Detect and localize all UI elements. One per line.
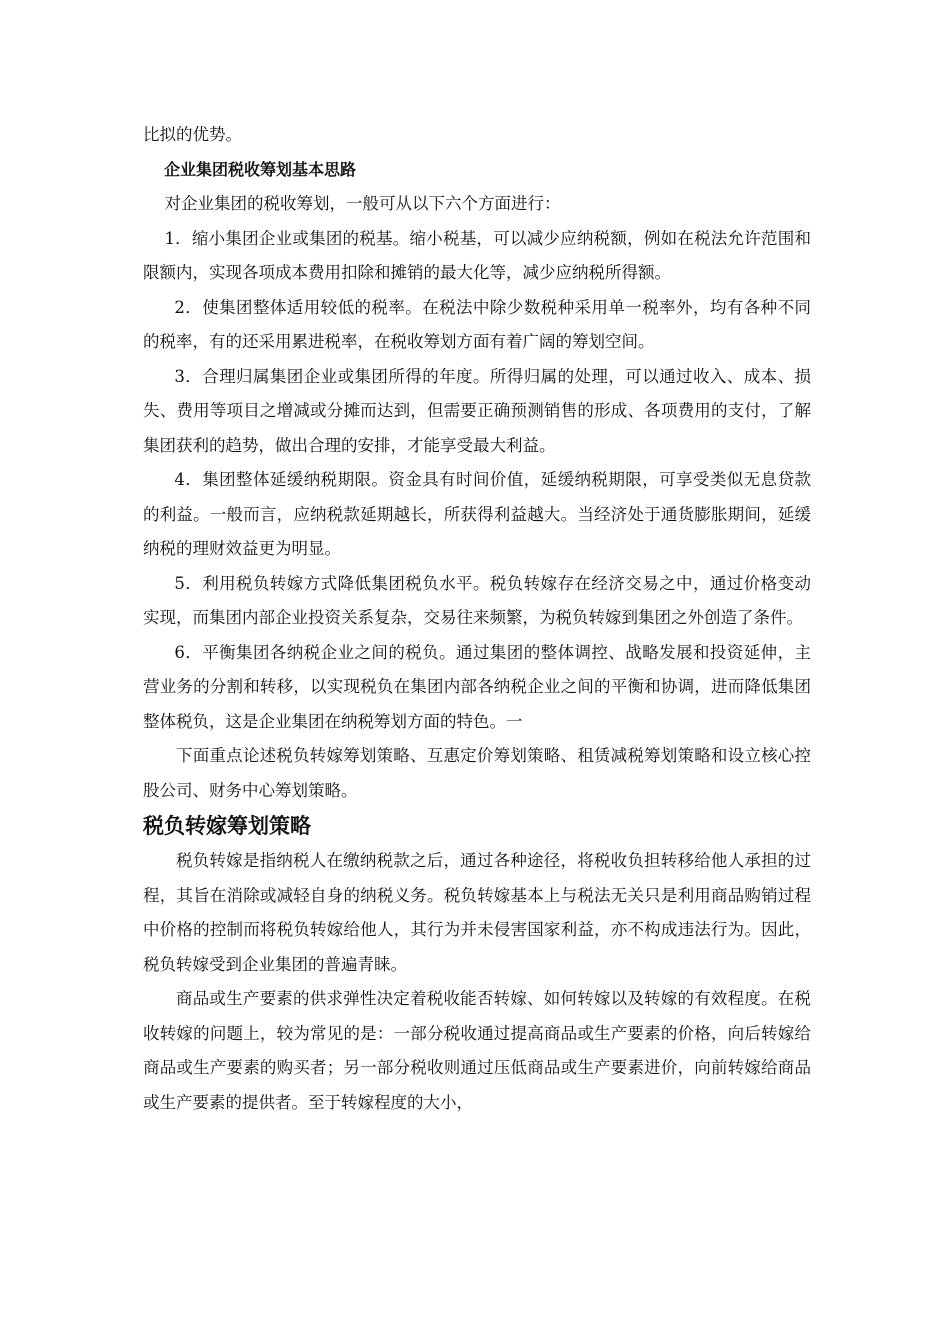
list-item-4: 4．集团整体延缓纳税期限。资金具有时间价值，延缓纳税期限，可享受类似无息贷款的利益。一般而言，应纳税款延期越长，所获得利益越大。当经济处于通货膨胀期间，延缓纳税的理财效益更为明显。 bbox=[143, 470, 811, 558]
body-paragraph-1: 税负转嫁是指纳税人在缴纳税款之后，通过各种途径，将税收负担转移给他人承担的过程，其旨在消除或减轻自身的纳税义务。税负转嫁基本上与税法无关只是利用商品购销过程中价格的控制而将税负转嫁给他人，其行为并未侵害国家利益，亦不构成违法行为。因此，税负转嫁受到企业集团的普遍青睐。 bbox=[143, 851, 811, 974]
list-item-5: 5．利用税负转嫁方式降低集团税负水平。税负转嫁存在经济交易之中，通过价格变动实现，而集团内部企业投资关系复杂，交易往来频繁，为税负转嫁到集团之外创造了条件。 bbox=[143, 573, 811, 627]
intro-paragraph: 对企业集团的税收筹划，一般可从以下六个方面进行： bbox=[164, 194, 561, 213]
summary-paragraph: 下面重点论述税负转嫁筹划策略、互惠定价筹划策略、租赁减税筹划策略和设立核心控股公司、财务中心筹划策略。 bbox=[143, 746, 811, 800]
paragraph-continuation: 比拟的优势。 bbox=[143, 125, 242, 144]
body-paragraph-2: 商品或生产要素的供求弹性决定着税收能否转嫁、如何转嫁以及转嫁的有效程度。在税收转嫁的问题上，较为常见的是：一部分税收通过提高商品或生产要素的价格，向后转嫁给商品或生产要素的购买者；另一部分税收则通过压低商品或生产要素进价，向前转嫁给商品或生产要素的提供者。至于转嫁程度的大小， bbox=[143, 989, 811, 1112]
section-heading: 税负转嫁筹划策略 bbox=[143, 814, 311, 838]
list-item-1: 1．缩小集团企业或集团的税基。缩小税基，可以减少应纳税额，例如在税法允许范围和限额内，实现各项成本费用扣除和摊销的最大化等，减少应纳税所得额。 bbox=[143, 228, 811, 282]
list-item-2: 2．使集团整体适用较低的税率。在税法中除少数税种采用单一税率外，均有各种不同的税率，有的还采用累进税率，在税收筹划方面有着广阔的筹划空间。 bbox=[143, 297, 811, 351]
list-item-6: 6．平衡集团各纳税企业之间的税负。通过集团的整体调控、战略发展和投资延伸，主营业务的分割和转移，以实现税负在集团内部各纳税企业之间的平衡和协调，进而降低集团整体税负，这是企业集团在纳税筹划方面的特色。一 bbox=[143, 642, 811, 731]
section-subheading: 企业集团税收筹划基本思路 bbox=[164, 159, 357, 179]
document-page bbox=[143, 118, 811, 1120]
list-item-3: 3．合理归属集团企业或集团所得的年度。所得归属的处理，可以通过收入、成本、损失、费用等项目之增减或分摊而达到，但需要正确预测销售的形成、各项费用的支付，了解集团获利的趋势，做出合理的安排，才能享受最大利益。 bbox=[143, 366, 811, 455]
